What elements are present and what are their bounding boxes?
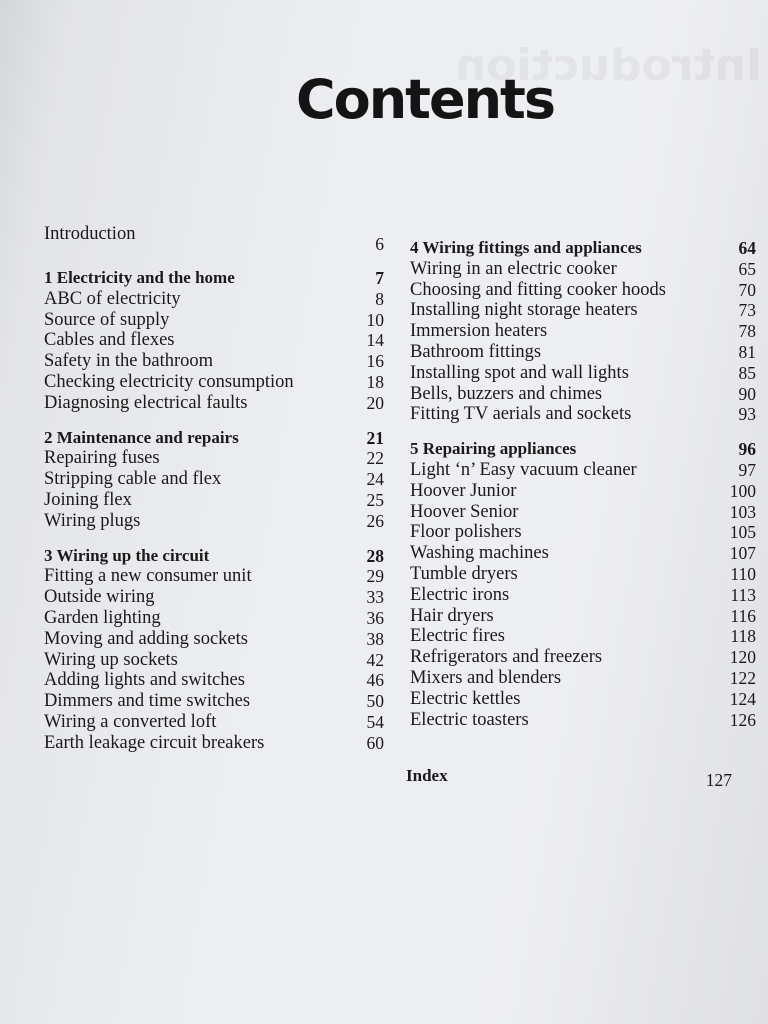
entry-title: Hair dryers bbox=[410, 605, 494, 626]
entry-page-number: 46 bbox=[366, 670, 384, 691]
contents-entry bbox=[410, 404, 756, 425]
contents-entry bbox=[44, 469, 384, 490]
entry-page-number: 126 bbox=[729, 709, 756, 730]
entry-title: Refrigerators and freezers bbox=[410, 647, 603, 668]
contents-entry bbox=[44, 372, 384, 393]
entry-page-number: 10 bbox=[366, 309, 384, 330]
contents-entry bbox=[44, 511, 384, 532]
entry-title: Adding lights and switches bbox=[44, 670, 245, 691]
contents-entry bbox=[410, 342, 756, 363]
contents-entry-introduction bbox=[44, 224, 384, 254]
contents-entry bbox=[44, 691, 384, 712]
entry-title: Washing machines bbox=[410, 543, 549, 564]
entry-page-number: 73 bbox=[738, 300, 756, 321]
entry-title: Tumble dryers bbox=[410, 563, 518, 584]
entry-title: Electric fires bbox=[410, 626, 506, 647]
entry-page-number: 90 bbox=[738, 383, 756, 404]
entry-page-number: 127 bbox=[705, 770, 732, 790]
entry-title: ABC of electricity bbox=[44, 288, 181, 309]
entry-title: Outside wiring bbox=[44, 587, 155, 608]
entry-page-number: 7 bbox=[375, 268, 384, 288]
contents-entry-index bbox=[406, 766, 732, 790]
contents-entry bbox=[410, 259, 756, 280]
entry-page-number: 65 bbox=[738, 258, 756, 279]
contents-entry bbox=[410, 606, 756, 627]
entry-title: Cables and flexes bbox=[44, 330, 175, 351]
entry-page-number: 113 bbox=[730, 584, 756, 605]
entry-page-number: 78 bbox=[738, 321, 756, 342]
entry-page-number: 100 bbox=[729, 480, 756, 501]
contents-entry bbox=[44, 670, 384, 691]
entry-title: 5 Repairing appliances bbox=[410, 439, 577, 459]
contents-entry bbox=[44, 650, 384, 671]
contents-entry bbox=[410, 502, 756, 523]
entry-page-number: 25 bbox=[366, 489, 384, 510]
contents-right-column bbox=[410, 238, 756, 730]
contents-entry bbox=[410, 668, 756, 689]
section-heading-entry bbox=[44, 268, 384, 289]
entry-title: 1 Electricity and the home bbox=[44, 268, 235, 287]
entry-page-number: 105 bbox=[729, 522, 756, 543]
entry-title: Wiring plugs bbox=[44, 510, 141, 531]
entry-title: Dimmers and time switches bbox=[44, 691, 251, 712]
contents-entry bbox=[410, 689, 756, 710]
entry-page-number: 14 bbox=[366, 330, 384, 351]
contents-entry bbox=[410, 460, 756, 481]
entry-title: Bells, buzzers and chimes bbox=[410, 383, 603, 404]
entry-title: Wiring a converted loft bbox=[44, 711, 217, 732]
contents-entry bbox=[410, 585, 756, 606]
entry-title: Introduction bbox=[44, 224, 136, 244]
entry-page-number: 64 bbox=[738, 238, 756, 258]
entry-page-number: 29 bbox=[366, 566, 384, 587]
entry-page-number: 42 bbox=[366, 649, 384, 670]
contents-entry bbox=[410, 647, 756, 668]
contents-entry bbox=[410, 300, 756, 321]
entry-page-number: 33 bbox=[366, 587, 384, 608]
contents-entry bbox=[44, 587, 384, 608]
entry-page-number: 26 bbox=[366, 510, 384, 531]
contents-entry bbox=[44, 608, 384, 629]
contents-entry bbox=[44, 393, 384, 414]
entry-title: Checking electricity consumption bbox=[44, 371, 294, 392]
entry-page-number: 54 bbox=[366, 711, 384, 732]
contents-entry bbox=[410, 564, 756, 585]
entry-title: Light ‘n’ Easy vacuum cleaner bbox=[410, 459, 637, 480]
entry-page-number: 120 bbox=[729, 647, 756, 668]
entry-page-number: 96 bbox=[738, 439, 756, 460]
entry-title: Installing spot and wall lights bbox=[410, 362, 629, 383]
entry-title: Diagnosing electrical faults bbox=[44, 392, 248, 413]
entry-title: 3 Wiring up the circuit bbox=[44, 545, 210, 565]
contents-entry bbox=[410, 280, 756, 301]
contents-entry bbox=[44, 490, 384, 511]
entry-page-number: 110 bbox=[730, 563, 756, 584]
entry-page-number: 60 bbox=[366, 732, 384, 753]
entry-page-number: 6 bbox=[375, 234, 384, 254]
entry-page-number: 81 bbox=[738, 341, 756, 362]
show-through-text: Introduction bbox=[455, 40, 763, 91]
entry-title: Electric irons bbox=[410, 584, 510, 605]
entry-title: Garden lighting bbox=[44, 607, 161, 628]
entry-title: Moving and adding sockets bbox=[44, 628, 248, 649]
entry-page-number: 103 bbox=[729, 501, 756, 522]
entry-page-number: 18 bbox=[366, 371, 384, 392]
entry-page-number: 50 bbox=[366, 691, 384, 712]
entry-title: Repairing fuses bbox=[44, 448, 160, 469]
entry-page-number: 24 bbox=[366, 469, 384, 490]
entry-title: Wiring up sockets bbox=[44, 649, 178, 670]
entry-title: Electric kettles bbox=[410, 688, 521, 709]
contents-entry bbox=[410, 321, 756, 342]
contents-entry bbox=[44, 289, 384, 310]
contents-entry bbox=[44, 629, 384, 650]
contents-entry bbox=[410, 626, 756, 647]
entry-title: Stripping cable and flex bbox=[44, 469, 222, 490]
entry-title: Choosing and fitting cooker hoods bbox=[410, 279, 666, 300]
contents-entry bbox=[410, 363, 756, 384]
section-heading-entry bbox=[44, 546, 384, 567]
entry-page-number: 107 bbox=[729, 543, 756, 564]
entry-page-number: 28 bbox=[366, 545, 384, 566]
entry-page-number: 22 bbox=[366, 448, 384, 469]
contents-entry bbox=[410, 710, 756, 731]
entry-title: Fitting a new consumer unit bbox=[44, 566, 252, 587]
entry-title: Index bbox=[406, 766, 448, 785]
entry-title: Source of supply bbox=[44, 309, 170, 330]
entry-title: Earth leakage circuit breakers bbox=[44, 732, 265, 753]
contents-left-column bbox=[44, 224, 384, 754]
contents-entry bbox=[410, 543, 756, 564]
contents-entry bbox=[410, 481, 756, 502]
entry-title: Floor polishers bbox=[410, 522, 522, 543]
contents-entry bbox=[410, 384, 756, 405]
entry-title: Installing night storage heaters bbox=[410, 300, 638, 321]
section-heading-entry bbox=[410, 238, 756, 259]
entry-title: Mixers and blenders bbox=[410, 667, 562, 688]
entry-title: Wiring in an electric cooker bbox=[410, 258, 617, 279]
entry-title: Hoover Senior bbox=[410, 501, 519, 522]
entry-page-number: 118 bbox=[730, 626, 756, 647]
entry-page-number: 21 bbox=[366, 427, 384, 448]
entry-page-number: 85 bbox=[738, 362, 756, 383]
contents-entry bbox=[44, 310, 384, 331]
contents-entry bbox=[44, 448, 384, 469]
contents-entry bbox=[44, 712, 384, 733]
entry-page-number: 122 bbox=[729, 667, 756, 688]
entry-page-number: 20 bbox=[366, 392, 384, 413]
page-title: Contents bbox=[296, 68, 555, 131]
entry-page-number: 97 bbox=[738, 459, 756, 480]
section-gap bbox=[44, 414, 384, 428]
entry-page-number: 116 bbox=[730, 605, 756, 626]
entry-page-number: 93 bbox=[738, 404, 756, 425]
entry-page-number: 124 bbox=[729, 688, 756, 709]
contents-entry bbox=[410, 522, 756, 543]
section-gap bbox=[44, 532, 384, 546]
entry-page-number: 16 bbox=[366, 351, 384, 372]
section-gap bbox=[410, 425, 756, 439]
entry-title: Immersion heaters bbox=[410, 321, 548, 342]
contents-entry bbox=[44, 330, 384, 351]
entry-title: Hoover Junior bbox=[410, 480, 517, 501]
entry-title: Fitting TV aerials and sockets bbox=[410, 404, 632, 425]
section-gap bbox=[44, 254, 384, 268]
entry-title: 4 Wiring fittings and appliances bbox=[410, 238, 642, 257]
entry-title: Safety in the bathroom bbox=[44, 351, 214, 372]
contents-entry bbox=[44, 566, 384, 587]
entry-title: Electric toasters bbox=[410, 709, 529, 730]
entry-page-number: 38 bbox=[366, 628, 384, 649]
entry-title: 2 Maintenance and repairs bbox=[44, 427, 239, 447]
entry-title: Joining flex bbox=[44, 489, 132, 510]
entry-title: Bathroom fittings bbox=[410, 341, 542, 362]
entry-page-number: 8 bbox=[375, 288, 384, 309]
section-heading-entry bbox=[410, 439, 756, 460]
contents-entry bbox=[44, 351, 384, 372]
contents-entry bbox=[44, 733, 384, 754]
section-heading-entry bbox=[44, 428, 384, 449]
entry-page-number: 70 bbox=[738, 279, 756, 300]
entry-page-number: 36 bbox=[366, 607, 384, 628]
